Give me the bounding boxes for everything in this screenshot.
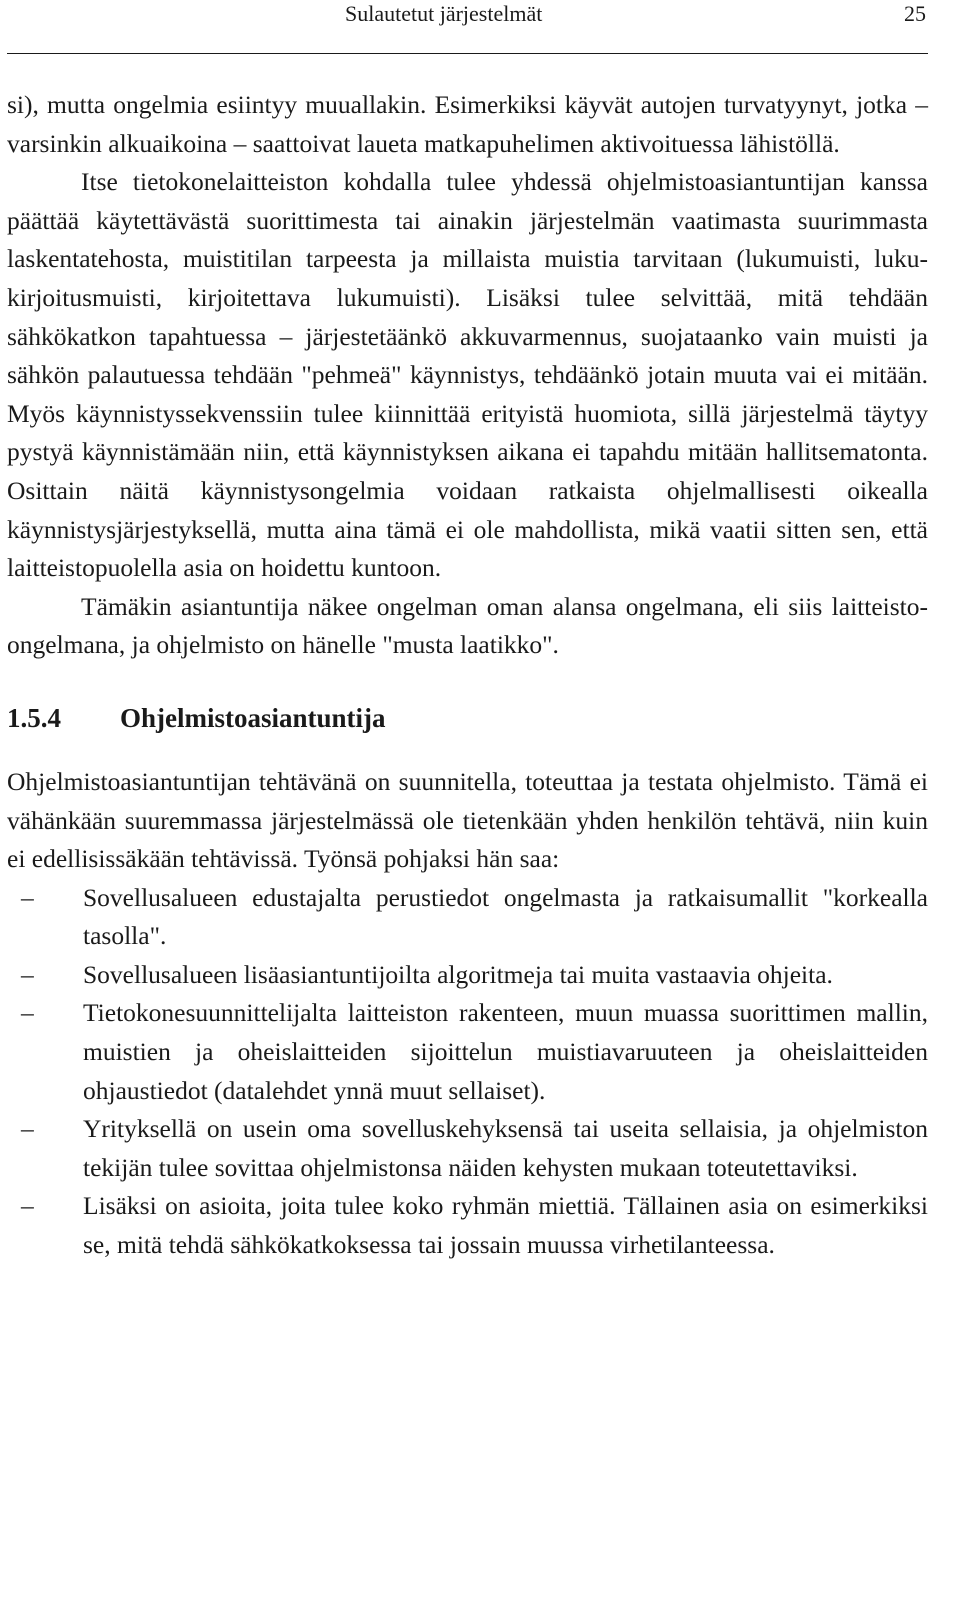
- header-rule: [7, 53, 928, 54]
- list-item-text: Tietokonesuunnittelijalta laitteiston rakenteen, muun muassa suorittimen mallin, muistien ja oheislaitteiden sijoittelun muistiavaruuteen ja oheislaitteiden ohjaustiedot (datalehdet ynnä muut sellaiset).: [83, 998, 928, 1105]
- list-item-text: Lisäksi on asioita, joita tulee koko ryhmän miettiä. Tällainen asia on esimerkiksi se, mitä tehdä sähkökatkoksessa tai jossain muussa virhetilanteessa.: [83, 1191, 928, 1260]
- list-item-text: Sovellusalueen edustajalta perustiedot ongelmasta ja ratkaisumallit "korkealla tasolla".: [83, 882, 928, 951]
- list-item: [7, 956, 928, 995]
- running-header: [7, 0, 928, 40]
- list-item: [7, 1110, 928, 1187]
- bullet-dash: –: [21, 1114, 34, 1144]
- section-title: Ohjelmistoasiantuntija: [120, 702, 386, 733]
- bullet-dash: –: [21, 882, 34, 912]
- section-number: 1.5.4: [7, 702, 61, 733]
- paragraph-continued: si), mutta ongelmia esiintyy muuallakin. Esimerkiksi käyvät autojen turvatyynyt, jotka – varsinkin alkuaikoina – saattoivat laueta matkapuhelimen aktivoituessa lähistöllä.: [7, 90, 928, 158]
- list-item-text: Yrityksellä on usein oma sovelluskehyksensä tai useita sellaisia, ja ohjelmiston tekijän tulee sovittaa ohjelmistonsa näiden kehysten mukaan toteutettaviksi.: [83, 1114, 928, 1182]
- page-number: 25: [904, 1, 926, 26]
- bullet-dash: –: [21, 1191, 34, 1221]
- section-heading: [7, 699, 928, 737]
- paragraph-black-box: Tämäkin asiantuntija näkee ongelman oman alansa ongelmana, eli siis laitteisto-ongelmana, ja ohjelmisto on hänelle "musta laatikko".: [7, 591, 928, 660]
- body-text: [7, 86, 928, 1265]
- list-item: [7, 879, 928, 956]
- paragraph-software-expert: Ohjelmistoasiantuntijan tehtävänä on suunnitella, toteuttaa ja testata ohjelmisto. Tämä ei vähänkään suuremmassa järjestelmässä ole tietenkään yhden henkilön tehtävä, niin kuin ei edellisissäkään tehtävissä. Työnsä pohjaksi hän saa:: [7, 766, 928, 874]
- paragraph-hardware: Itse tietokonelaitteiston kohdalla tulee yhdessä ohjelmistoasiantuntijan kanssa päättää käytettävästä suorittimesta tai ainakin järjestelmän vaatimasta suurimmasta laskentatehosta, muistitilan tarpeesta ja millaista muistia tarvitaan (lukumuisti, luku-kirjoitusmuisti, kirjoitettava lukumuisti). Lisäksi tulee selvittää, mitä tehdään sähkökatkon tapahtuessa – järjestetäänkö akkuvarmennus, suojataanko vain muisti ja sähkön palautuessa tehdään "pehmeä" käynnistys, tehdäänkö jotain muuta vai ei mitään. Myös käynnistyssekvenssiin tulee kiinnittää erityistä huomiota, sillä järjestelmä täytyy pystyä käynnistämään niin, että käynnistyksen aikana ei tapahdu mitään hallitsematonta. Osittain näitä käynnistysongelmia voidaan ratkaista ohjelmallisesti oikealla käynnistysjärjestyksellä, mutta aina tämä ei ole mahdollista, mikä vaatii sitten sen, että laitteistopuolella asia on hoidettu kuntoon.: [7, 167, 928, 583]
- list-item: [7, 1187, 928, 1264]
- bullet-dash: –: [21, 998, 34, 1028]
- running-title: Sulautetut järjestelmät: [345, 1, 543, 26]
- list-item-text: Sovellusalueen lisäasiantuntijoilta algoritmeja tai muita vastaavia ohjeita.: [83, 959, 833, 989]
- bullet-dash: –: [21, 959, 34, 989]
- bullet-list: [7, 879, 928, 1265]
- list-item: [7, 994, 928, 1110]
